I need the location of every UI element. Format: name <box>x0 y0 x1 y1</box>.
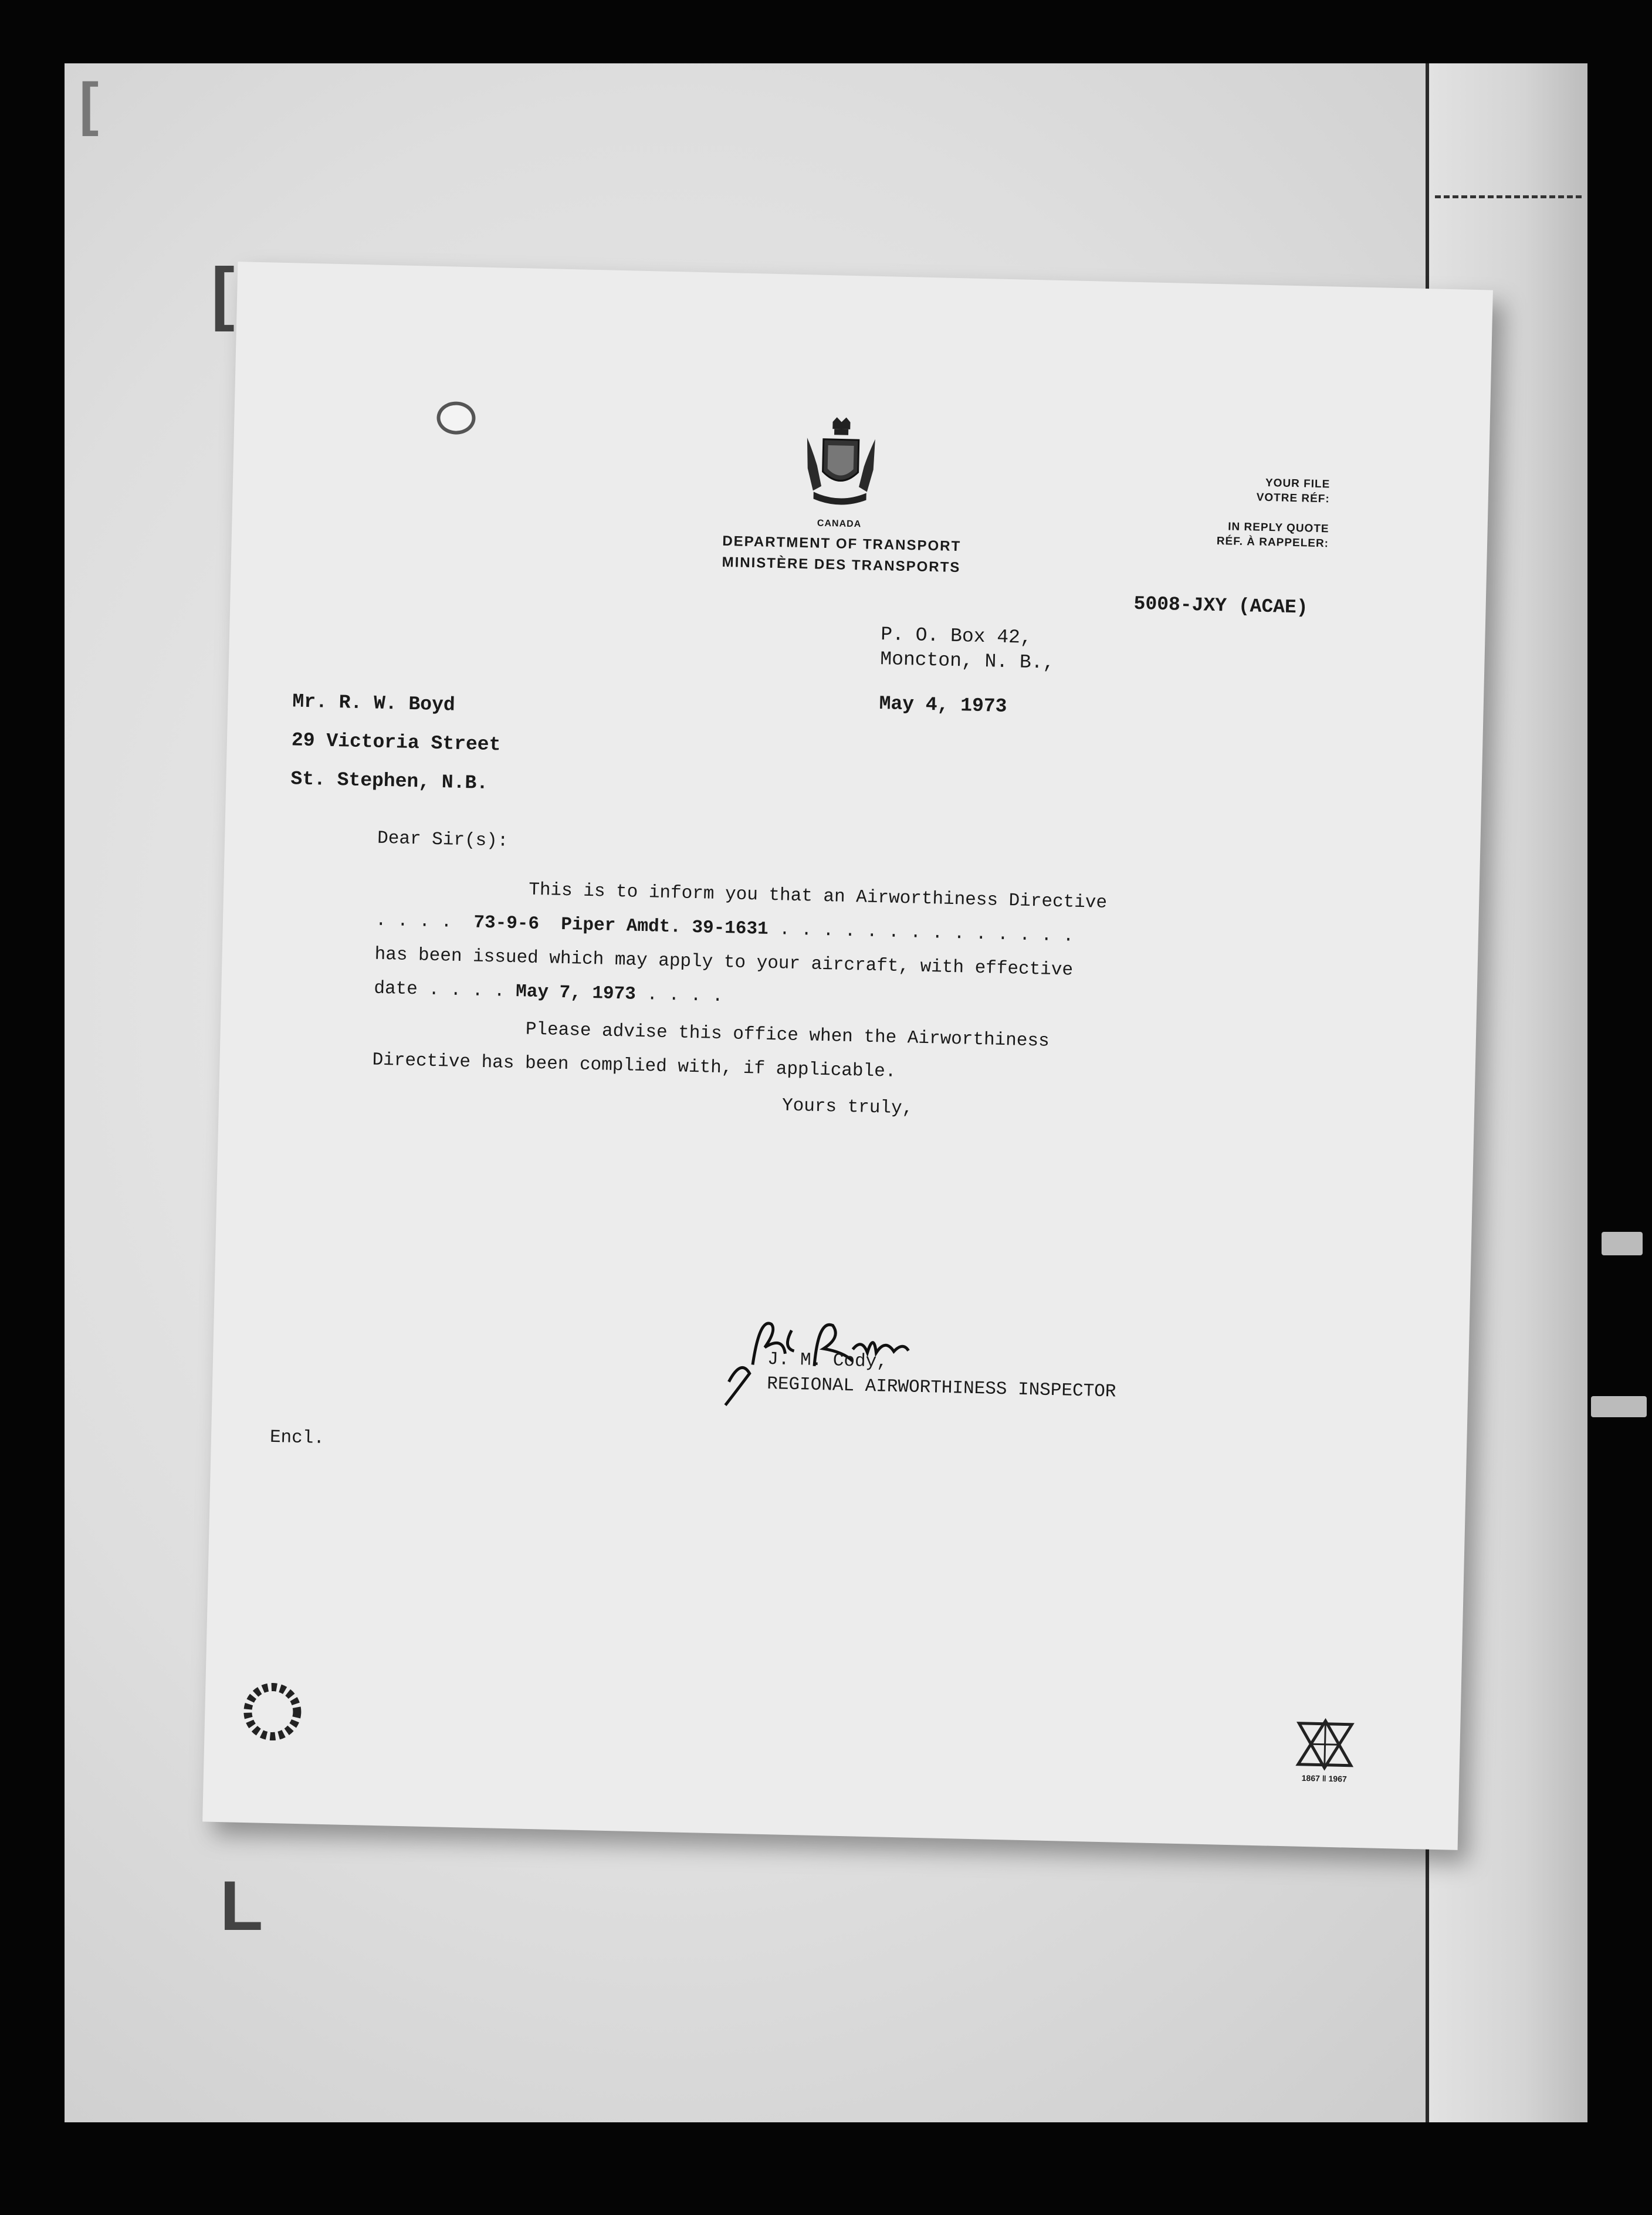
department-name-fr: MINISTÈRE DES TRANSPORTS <box>722 554 961 576</box>
recipient-name: Mr. R. W. Boyd <box>292 690 456 716</box>
body-line-6: Directive has been complied with, if applicable. <box>372 1049 896 1082</box>
centennial-triangle-icon <box>1295 1718 1355 1772</box>
department-name <box>677 530 1006 580</box>
date-prefix: date . . . . <box>374 978 505 1002</box>
crest-caption: CANADA <box>817 518 862 530</box>
enclosure-note: Encl. <box>269 1427 325 1449</box>
your-file-label-en: YOUR FILE <box>1265 476 1331 491</box>
film-blemish <box>1591 1396 1647 1417</box>
punch-hole <box>436 401 476 435</box>
crop-bracket-corner: [ <box>79 71 99 137</box>
reference-number: 5008-JXY (ACAE) <box>1133 592 1309 619</box>
perforation-line <box>1435 195 1582 198</box>
body-line-5: Please advise this office when the Airworthiness <box>525 1019 1050 1052</box>
salutation: Dear Sir(s): <box>377 828 509 852</box>
directive-detail: Piper Amdt. 39-1631 <box>560 914 769 940</box>
dots-after: . . . . . . . . . . . . . . <box>778 919 1074 947</box>
letter-sheet <box>202 262 1493 1850</box>
signatory-title: REGIONAL AIRWORTHINESS INSPECTOR <box>766 1374 1116 1403</box>
sender-city: Moncton, N. B., <box>879 648 1055 674</box>
centennial-caption: 1867 ‖ 1967 <box>1301 1773 1347 1784</box>
body-line-3: has been issued which may apply to your aircraft, with effective <box>374 944 1074 981</box>
file-reference-block <box>1141 473 1331 551</box>
body-line-1: This is to inform you that an Airworthiness Directive <box>528 879 1108 913</box>
your-file-label-fr: VOTRE RÉF: <box>1256 491 1330 506</box>
canada-crest-icon <box>798 415 883 517</box>
recipient-city: St. Stephen, N.B. <box>290 768 489 794</box>
signature-block <box>767 1347 1117 1404</box>
body-line-4 <box>374 978 723 1007</box>
reply-quote-label-en: IN REPLY QUOTE <box>1228 520 1329 536</box>
closing: Yours truly, <box>781 1095 913 1119</box>
centennial-logo <box>1289 1717 1360 1784</box>
date-suffix: . . . . <box>646 984 723 1007</box>
directive-number: 73-9-6 <box>473 912 540 935</box>
reply-quote-label-fr: RÉF. À RAPPELER: <box>1216 535 1329 550</box>
department-logo-icon <box>239 1679 305 1745</box>
recipient-street: 29 Victoria Street <box>291 729 501 756</box>
department-name-en: DEPARTMENT OF TRANSPORT <box>722 533 962 555</box>
crop-bracket-top: [ <box>211 253 235 332</box>
crop-bracket-bottom: L <box>220 1867 263 1945</box>
sender-address <box>880 622 1055 676</box>
recipient-address <box>290 682 502 803</box>
signatory-name: J. M. Cody, <box>767 1349 888 1373</box>
letter-body <box>372 828 1199 1119</box>
body-line-2 <box>375 910 1074 947</box>
letter-date: May 4, 1973 <box>879 693 1007 717</box>
dots-before: . . . . <box>375 910 452 933</box>
film-blemish <box>1602 1232 1643 1255</box>
coat-of-arms <box>780 415 900 530</box>
sender-po-box: P. O. Box 42, <box>880 624 1032 649</box>
effective-date: May 7, 1973 <box>515 981 637 1005</box>
